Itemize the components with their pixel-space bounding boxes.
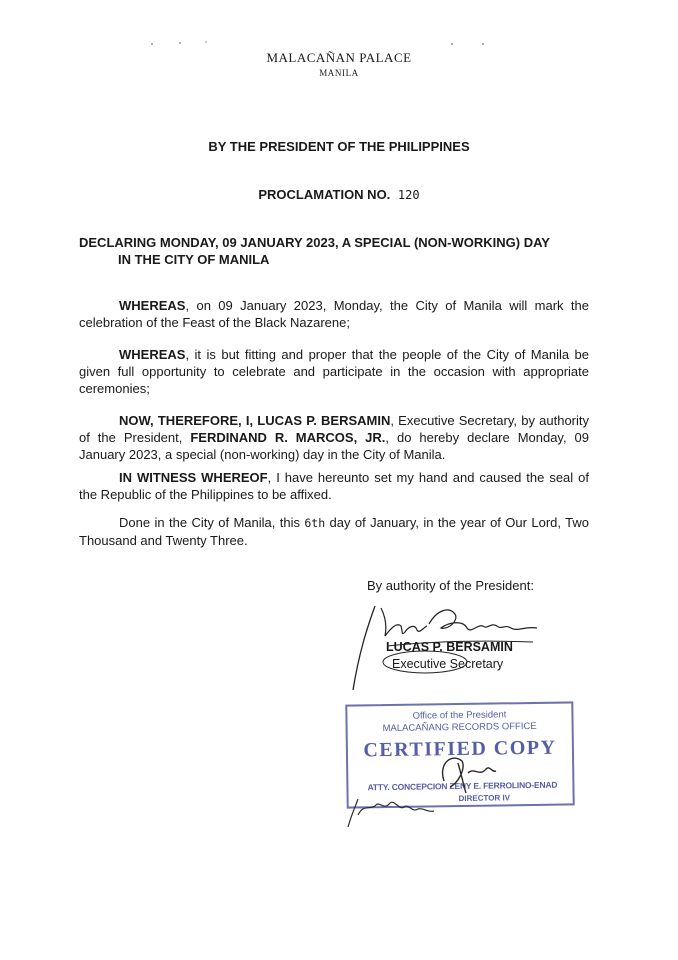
whereas-text: , it is but fitting and proper that the people of the City of Manila be given full opportunity to celebrate and participate in the occasion with appropriate ceremonies; (79, 347, 589, 396)
proclamation-heading (0, 187, 678, 202)
proclamation-number: 120 (397, 188, 420, 202)
whereas-paragraph-1 (79, 297, 589, 331)
done-paragraph (79, 514, 589, 549)
declaration-line-1: DECLARING MONDAY, 09 JANUARY 2023, A SPECIAL (NON-WORKING) DAY (79, 235, 550, 250)
whereas-lead: WHEREAS (119, 347, 186, 362)
done-text-b: day of January, in the year of Our Lord, Two Thousand and Twenty Three. (79, 515, 589, 548)
witness-text: , I have hereunto set my hand and caused the seal of the Republic of the Philippines to be affixed. (79, 470, 589, 502)
witness-paragraph (79, 469, 589, 503)
letterhead-location: MANILA (319, 68, 359, 78)
stamp-officer-title: DIRECTOR IV (458, 793, 511, 804)
now-therefore-paragraph (79, 412, 589, 463)
declaration-line-2: IN THE CITY OF MANILA (118, 252, 270, 267)
stamp-officer: ATTY. CONCEPCION ZENY E. FERROLINO-ENAD (367, 779, 558, 793)
whereas-text: , on 09 January 2023, Monday, the City of Manila will mark the celebration of the Feast of the Black Nazarene; (79, 298, 589, 330)
done-text-a: Done in the City of Manila, this (119, 515, 305, 530)
stamp-certified: CERTIFIED COPY (363, 736, 557, 762)
now-therefore-text-b: , do hereby declare Monday, 09 January 2023, a special (non-working) day in the City of Manila. (79, 430, 590, 462)
scan-specks (0, 38, 678, 48)
signatory-title: Executive Secretary (392, 657, 504, 671)
president-name: FERDINAND R. MARCOS, JR. (190, 430, 386, 445)
stamp-records-office: MALACAÑANG RECORDS OFFICE (382, 720, 537, 735)
authority-line: By authority of the President: (367, 578, 534, 593)
whereas-paragraph-2 (79, 346, 589, 397)
stamp-initials-handwriting (346, 703, 586, 843)
proclamation-label: PROCLAMATION NO. (258, 187, 391, 202)
letterhead-title: MALACAÑAN PALACE (266, 50, 412, 65)
signatory-name: LUCAS P. BERSAMIN (386, 640, 513, 654)
witness-lead: IN WITNESS WHEREOF (119, 470, 268, 485)
stamp-office: Office of the President (412, 709, 507, 722)
done-day: 6th (304, 516, 326, 530)
now-therefore-text-a: , Executive Secretary, by authority of the President, (79, 413, 589, 445)
declaration-title (79, 234, 599, 268)
now-therefore-lead: NOW, THEREFORE, I, LUCAS P. BERSAMIN (119, 413, 391, 428)
whereas-lead: WHEREAS (119, 298, 186, 313)
issuer-line: BY THE PRESIDENT OF THE PHILIPPINES (208, 139, 470, 154)
